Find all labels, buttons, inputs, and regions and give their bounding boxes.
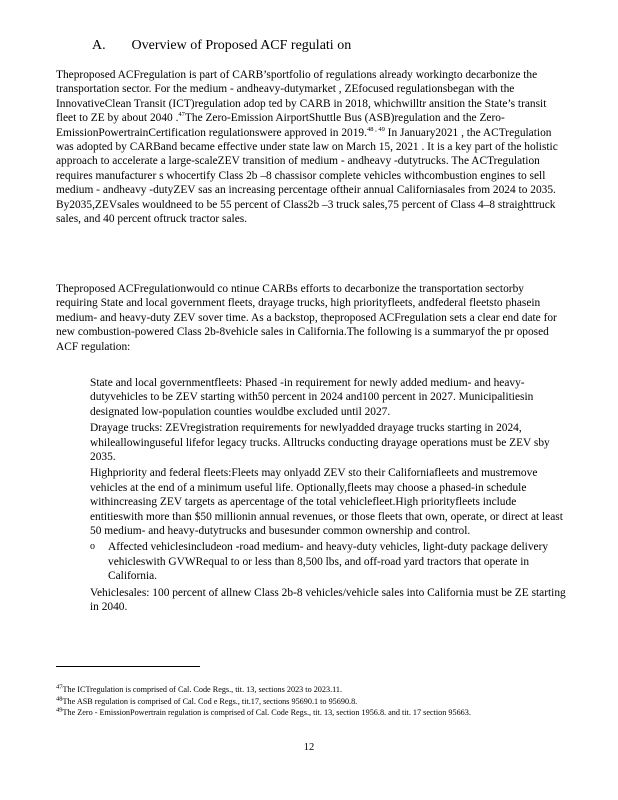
paragraph-acf-overview [56, 68, 564, 226]
page-number: 12 [303, 742, 315, 753]
sub-list-wrapper [56, 540, 566, 583]
sub-list-item [56, 540, 566, 583]
sub-list [56, 540, 566, 583]
footnote-text: The ICTregulation is comprised of Cal. Code Regs., tit. 13, sections 2023 to 2023.11. [62, 685, 343, 694]
footnote [56, 684, 566, 696]
section-title: Overview of Proposed ACF regulati on [131, 38, 352, 53]
list-item [56, 466, 566, 538]
footnote-number: 48 [56, 694, 63, 702]
list-item-text: Vehiclesales: 100 percent of allnew Class 2b-8 vehicles/vehicle sales into California must be ZE starting in 2040. [90, 586, 566, 614]
section-heading [92, 38, 351, 54]
section-number: A. [92, 38, 106, 53]
paragraph-text: In January2021 , the ACTregulation was adopted by CARBand became effective under state law on March 15, 2021 . It is a key part of the holistic approach to accelerate a large-scaleZEV transition of medium - andheavy -dutytrucks. The ACTregulation requires manufacturer s whocertify Class 2b –8 chassisor complete vehicles withcombustion engines to sell medium - andheavy -dutyZEV sas an increasing percentage oftheir annual Californiasales from 2024 to 2035. By2035,ZEVsales wouldneed to be 55 percent of Class2b –3 truck sales,75 percent of Class 4–8 straighttruck sales, and 40 percent oftruck tractor sales. [56, 126, 558, 226]
footnotes [56, 684, 566, 719]
footnote-ref: 47 [178, 111, 185, 119]
regulation-summary-list [56, 376, 566, 617]
list-item [56, 586, 566, 615]
sub-list-item-text: Affected vehiclesincludeon -road medium- and heavy-duty vehicles, light-duty package delivery vehicleswith GVWRequal to or less than 8,500 lbs, and off-road yard tractors that operate in California. [108, 541, 549, 583]
list-item [56, 421, 566, 464]
footnote-text: The ASB regulation is comprised of Cal. Cod e Regs., tit.17, sections 95690.1 to 95690.8. [62, 696, 358, 706]
footnote [56, 707, 566, 719]
list-item-text: Drayage trucks: ZEVregistration requirements for newlyadded drayage trucks starting in 2024, whileallowinguseful lifefor legacy trucks. Alltrucks conducting drayage operations must be ZEV sby 2035. [90, 422, 550, 464]
paragraph-text: The Zero-Emission AirportShuttle Bus (ASB)regulation and the Zero-EmissionPowertrainCertification regulationswere approved in 2019. [56, 112, 505, 139]
footnote-number: 49 [56, 706, 63, 714]
footnote [56, 696, 566, 708]
list-item-text: State and local governmentfleets: Phased -in requirement for newly added medium- and heavy-dutyvehicles to be ZEV starting with50 percent in 2024 and100 percent in 2027. Municipalitiesin designated low-population counties wouldbe excluded until 2027. [90, 377, 534, 418]
sub-bullet-icon: o [90, 541, 95, 553]
footnote-ref: 48 , 49 [366, 125, 385, 133]
list-item [56, 376, 566, 419]
paragraph-acf-summary-intro: Theproposed ACFregulationwould co ntinue CARBs efforts to decarbonize the transportation sectorby requiring State and local government fleets, drayage trucks, high priorityfleets, andfederal fleetsto phasein medium- and heavy-duty ZEV sover time. As a backstop, theproposed ACFregulation sets a clear end date for new combustion-powered Class 2b-8vehicle sales in California.The following is a summaryof the pr oposed ACF regulation: [56, 283, 557, 353]
footnote-number: 47 [56, 683, 63, 691]
footnote-divider [56, 666, 200, 667]
paragraph-text: Theproposed ACFregulation is part of CARB’sportfolio of regulations already workingto decarbonize the transportation sector. For the medium - andheavy-dutymarket , ZEfocused regulationsbegan with the InnovativeClean Transit (ICT)regulation adop ted by CARB in 2018, whichwilltr ansition the State’s transit fleet to ZE by about 2040 . [56, 69, 547, 125]
footnote-text: The Zero - EmissionPowertrain regulation is comprised of Cal. Code Regs., tit. 13, section 1956.8. and tit. 17 section 95663. [62, 708, 471, 718]
list-item-text: Highpriority and federal fleets:Fleets may onlyadd ZEV sto their Californiafleets and mustremove vehicles at the end of a minimum useful life. Optionally,fleets may choose a phased-in schedule withincreasing ZEV targets as apercentage of the total vehiclefleet.High priorityfleets include entitieswith more than $50 millionin annual revenues, or those fleets that own, operate, or direct at least 50 medium- and heavy-dutytrucks and busesunder common ownership and control. [90, 467, 563, 538]
